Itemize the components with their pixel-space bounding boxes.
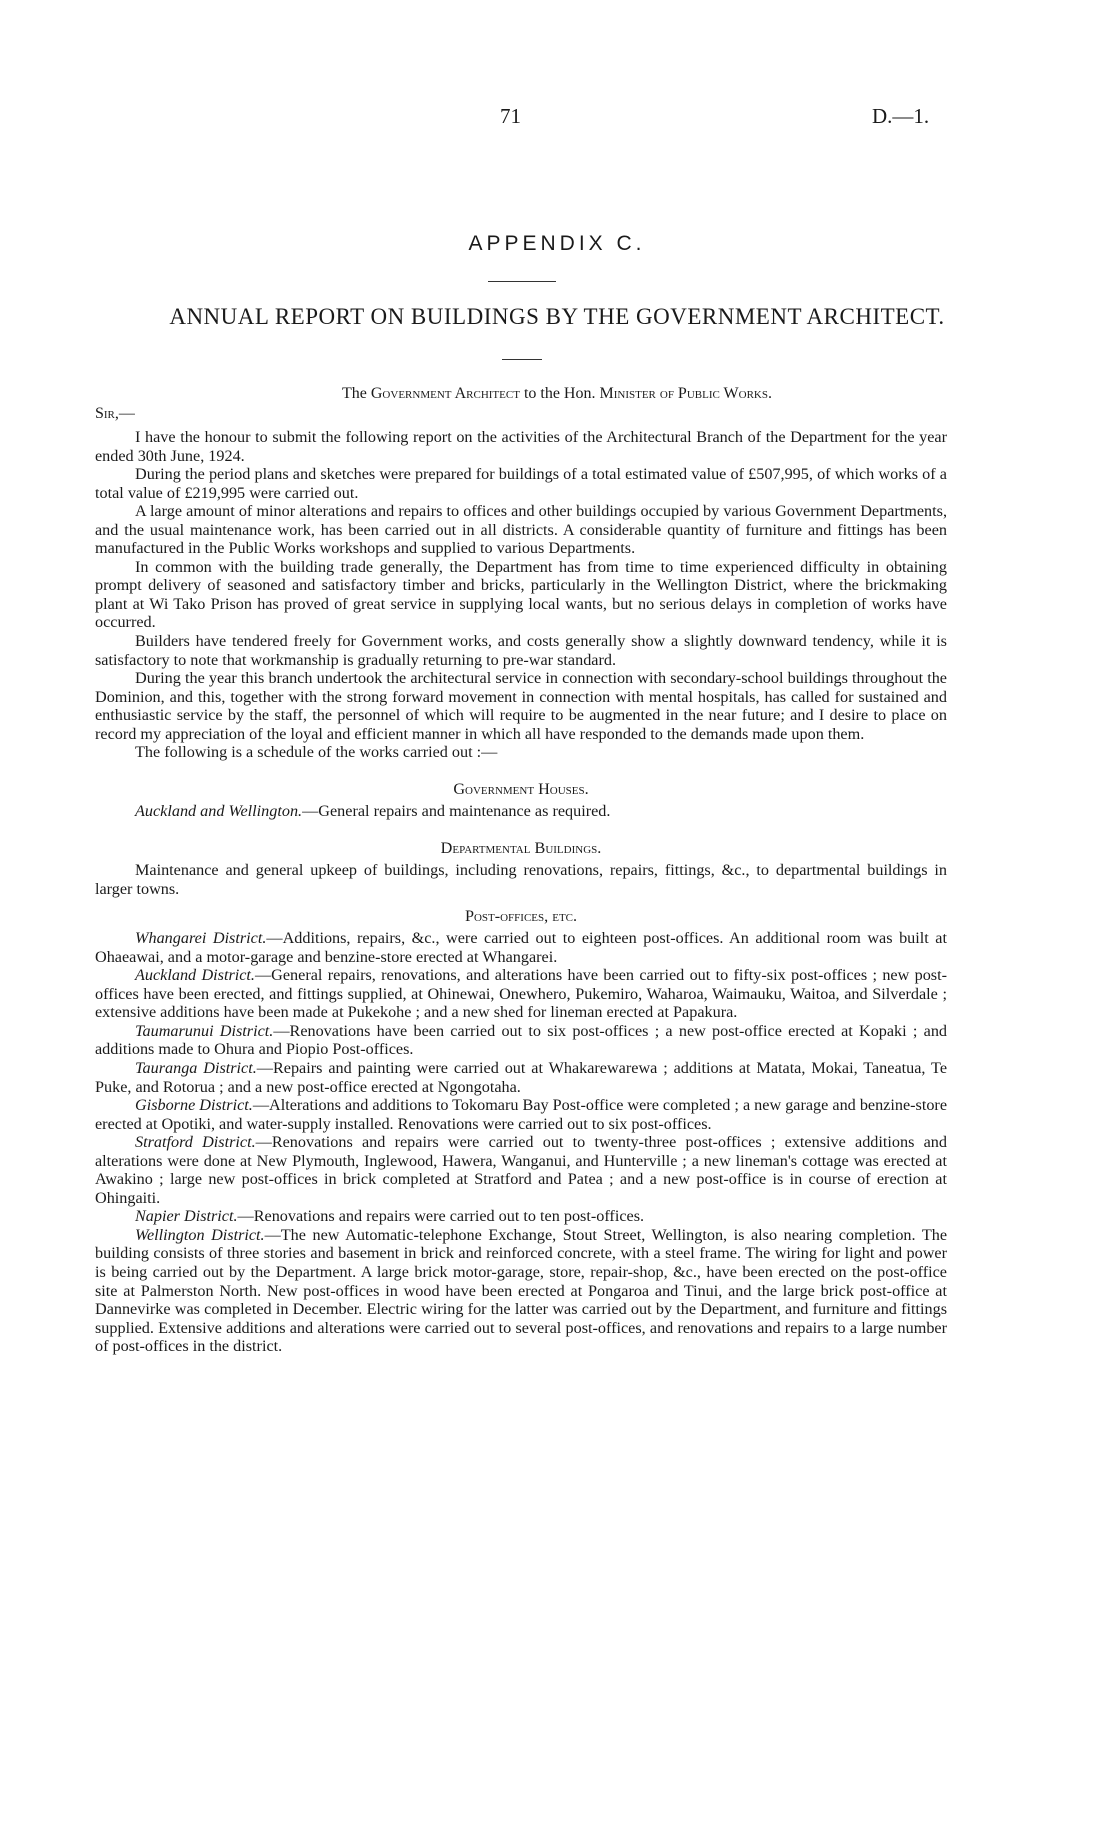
district-paragraph-gisborne — [95, 1096, 947, 1133]
district-name: Auckland District. — [135, 966, 255, 985]
section-heading-government-houses: Government Houses. — [453, 779, 589, 798]
district-text: —Renovations have been carried out to six post-offices ; a new post-office erected at Kopaki ; and additions made to Ohura and Piopio Post-offices. — [95, 1021, 948, 1059]
intro-paragraph: A large amount of minor alterations and repairs to offices and other buildings occupied by various Government Departments, and the usual maintenance work, has been carried out in all districts. A considerable quantity of furniture and fittings has been manufactured in the Public Works workshops and supplied to various Departments. — [95, 502, 947, 558]
district-name: Stratford District. — [135, 1133, 256, 1152]
district-name: Taumarunui District. — [135, 1021, 274, 1040]
government-houses-paragraph — [95, 802, 947, 821]
intro-paragraph: I have the honour to submit the following report on the activities of the Architectural Branch of the Department for the year ended 30th June, 1924. — [95, 428, 947, 465]
paragraph-text: —General repairs and maintenance as required. — [302, 802, 611, 821]
district-paragraph-whangarei — [95, 929, 947, 966]
addressee-to: to the Hon. — [523, 385, 596, 402]
district-text: —Renovations and repairs were carried out to twenty-three post-offices ; extensive additions and alterations were done at New Plymouth, Inglewood, Hawera, Wanganui, and Hunterville ; a new lineman's cottage was erected at Awakino ; large new post-offices in brick completed at Stratford and Patea ; and a new post-office is in course of erection at Ohingaiti. — [95, 1133, 947, 1207]
addressee-from: Government Architect — [370, 385, 520, 402]
district-paragraph-taumarunui — [95, 1022, 947, 1059]
departmental-buildings-paragraph: Maintenance and general upkeep of buildings, including renovations, repairs, fittings, &c., to departmental buildings in larger towns. — [95, 861, 947, 899]
district-name: Napier District. — [135, 1207, 238, 1226]
addressee-the: The — [342, 385, 367, 402]
subtitle-divider — [502, 359, 542, 360]
title-divider — [488, 281, 556, 282]
district-name: Wellington District. — [135, 1225, 265, 1244]
district-name: Gisborne District. — [135, 1096, 253, 1115]
addressee-line — [0, 385, 1114, 403]
intro-paragraph: The following is a schedule of the works carried out :— — [135, 743, 498, 762]
addressee-minister: Minister of Public Works. — [599, 385, 772, 402]
district-text: —General repairs, renovations, and alterations have been carried out to fifty-six post-offices ; new post-offices have been erected, and fittings supplied, at Ohinewai, Onewhero, Pukemiro, Waharoa, Waimauku, Waitoa, and Silverdale ; extensive additions have been made at Pukekohe ; and a new shed for lineman erected at Papakura. — [95, 966, 947, 1022]
intro-paragraph: During the period plans and sketches were prepared for buildings of a total estimated value of £507,995, of which works of a total value of £219,995 were carried out. — [95, 465, 947, 502]
district-name: Whangarei District. — [135, 929, 267, 948]
section-heading-post-offices: Post-offices, etc. — [464, 906, 578, 925]
district-paragraph-wellington — [95, 1226, 947, 1356]
district-paragraph-napier — [95, 1207, 947, 1226]
document-reference: D.—1. — [872, 104, 930, 128]
salutation: Sir,— — [95, 405, 135, 422]
district-text: —Alterations and additions to Tokomaru Bay Post-office were completed ; a new garage and benzine-store erected at Opotiki, and water-supply installed. Renovations were carried out to six post-offices. — [95, 1096, 948, 1133]
district-name: Tauranga District. — [135, 1058, 257, 1077]
district-text: —Renovations and repairs were carried out to ten post-offices. — [237, 1207, 645, 1226]
report-title: ANNUAL REPORT ON BUILDINGS BY THE GOVERNMENT ARCHITECT. — [169, 304, 945, 329]
place-name: Auckland and Wellington. — [135, 802, 303, 821]
district-paragraph-tauranga — [95, 1059, 947, 1096]
district-text: —Additions, repairs, &c., were carried out to eighteen post-offices. An additional room was built at Ohaeawai, and a motor-garage and benzine-store erected at Whangarei. — [95, 929, 947, 966]
intro-paragraph: During the year this branch undertook the architectural service in connection with secondary-school buildings throughout the Dominion, and this, together with the strong forward movement in connection with mental hospitals, has called for sustained and enthusiastic service by the staff, the personnel of which will require to be augmented in the near future; and I desire to place on record my appreciation of the loyal and efficient manner in which all have responded to the demands made upon them. — [95, 669, 947, 743]
district-text: —Repairs and painting were carried out at Whakarewarewa ; additions at Matata, Mokai, Taneatua, Te Puke, and Rotorua ; and a new post-office erected at Ngongotaha. — [95, 1058, 947, 1096]
intro-paragraph: In common with the building trade generally, the Department has from time to time experienced difficulty in obtaining prompt delivery of seasoned and satisfactory timber and bricks, particularly in the Wellington District, where the brickmaking plant at Wi Tako Prison has proved of great service in supplying local wants, but no serious delays in completion of works have occurred. — [95, 557, 947, 632]
district-paragraph-stratford — [95, 1133, 947, 1207]
report-body — [95, 428, 947, 1356]
section-heading-departmental-buildings: Departmental Buildings. — [440, 838, 602, 857]
district-text: —The new Automatic-telephone Exchange, Stout Street, Wellington, is also nearing completion. The building consists of three stories and basement in brick and reinforced concrete, with a steel frame. The wiring for light and power is being carried out by the Department. A large brick motor-garage, store, repair-shop, &c., have been erected on the post-office site at Palmerston North. New post-offices in wood have been erected at Pongaroa and Tinui, and the large brick post-office at Dannevirke was completed in December. Electric wiring for the latter was carried out by the Department, and furniture and fittings supplied. Extensive additions and alterations were carried out to several post-offices, and renovations and repairs to a large number of post-offices in the district. — [95, 1225, 947, 1356]
district-paragraph-auckland — [95, 966, 947, 1022]
page-number: 71 — [500, 104, 521, 128]
appendix-title: APPENDIX C. — [468, 232, 646, 255]
intro-paragraph: Builders have tendered freely for Government works, and costs generally show a slightly downward tendency, while it is satisfactory to note that workmanship is gradually returning to pre-war standard. — [95, 632, 947, 669]
